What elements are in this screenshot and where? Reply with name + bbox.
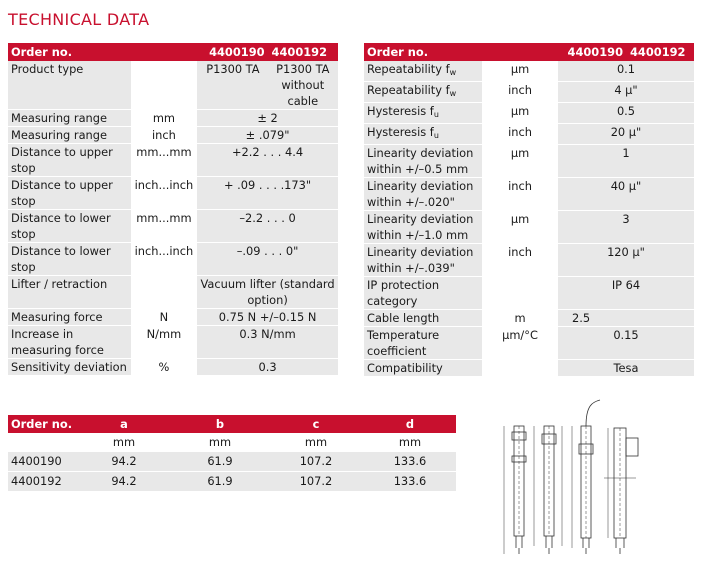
dim-d-cell: 133.6 [364, 472, 456, 492]
row-unit: m [482, 310, 558, 327]
row-label: Repeatability $f_w$ [364, 82, 482, 103]
table-row [8, 472, 456, 492]
row-unit: inch...inch [131, 243, 197, 276]
table-row [364, 124, 694, 145]
unit-cell: mm [76, 433, 172, 452]
row-label: Distance to upper stop [8, 144, 131, 177]
dim-a-cell: 94.2 [76, 472, 172, 492]
header-unit [482, 43, 558, 61]
row-label: Hysteresis $f_u$ [364, 124, 482, 145]
row-label: Linearity deviation within +/–.020" [364, 178, 482, 211]
row-unit: µm [482, 211, 558, 244]
row-unit [482, 277, 558, 310]
header-order-no: Order no. [8, 43, 131, 61]
table-row [364, 277, 694, 310]
row-label: Distance to lower stop [8, 210, 131, 243]
row-label: Sensitivity deviation [8, 359, 131, 376]
row-value: 0.5 [558, 103, 694, 124]
row-value: –2.2 . . . 0 [197, 210, 338, 243]
table-row [364, 61, 694, 82]
dim-a-cell: 94.2 [76, 452, 172, 472]
row-value: 20 µ" [558, 124, 694, 145]
header-4400190: 4400190 [197, 43, 267, 61]
row-unit: µm [482, 103, 558, 124]
table-row [8, 177, 338, 210]
table-header-row [364, 43, 694, 61]
row-label: Cable length [364, 310, 482, 327]
row-label: Linearity deviation within +/–.039" [364, 244, 482, 277]
row-value: 40 µ" [558, 178, 694, 211]
row-label: Temperature coefficient [364, 327, 482, 360]
row-value: 0.3 [197, 359, 338, 376]
header-b: b [172, 415, 268, 433]
table-row [364, 211, 694, 244]
table-row [364, 310, 694, 327]
row-value-2 [626, 310, 694, 327]
row-unit: µm/°C [482, 327, 558, 360]
unit-cell: mm [364, 433, 456, 452]
unit-cell [8, 433, 76, 452]
row-value: +2.2 . . . 4.4 [197, 144, 338, 177]
row-unit: mm [131, 110, 197, 127]
row-value: 3 [558, 211, 694, 244]
row-value: 4 µ" [558, 82, 694, 103]
row-value: 1 [558, 145, 694, 178]
row-unit: inch [482, 82, 558, 103]
table-row [8, 61, 338, 110]
row-label: Linearity deviation within +/–1.0 mm [364, 211, 482, 244]
row-label: Measuring force [8, 309, 131, 326]
row-value: 0.15 [558, 327, 694, 360]
table-header-row [8, 43, 338, 61]
dim-d-cell: 133.6 [364, 452, 456, 472]
row-value-1: 2.5 [558, 310, 626, 327]
row-label: Compatibility [364, 360, 482, 377]
row-label: Measuring range [8, 110, 131, 127]
row-unit: mm...mm [131, 210, 197, 243]
table-row [364, 178, 694, 211]
table-row [8, 359, 338, 376]
table-row [364, 244, 694, 277]
table-row [8, 144, 338, 177]
row-value: Tesa [558, 360, 694, 377]
row-value: IP 64 [558, 277, 694, 310]
row-value-2: P1300 TA without cable [268, 61, 338, 110]
table-row [8, 452, 456, 472]
table-row [8, 276, 338, 309]
order-no-cell: 4400190 [8, 452, 76, 472]
dim-c-cell: 107.2 [268, 472, 364, 492]
header-d: d [364, 415, 456, 433]
probe-technical-drawing [492, 396, 702, 564]
header-order-no: Order no. [364, 43, 482, 61]
dim-b-cell: 61.9 [172, 472, 268, 492]
row-unit [131, 61, 197, 110]
row-value-1: P1300 TA [197, 61, 267, 110]
table-row [364, 103, 694, 124]
spec-table-left [8, 43, 338, 376]
row-unit: N/mm [131, 326, 197, 359]
units-row [8, 433, 456, 452]
row-label: IP protection category [364, 277, 482, 310]
table-row [364, 327, 694, 360]
header-c: c [268, 415, 364, 433]
row-label: Increase in measuring force [8, 326, 131, 359]
row-label: Distance to lower stop [8, 243, 131, 276]
row-unit: inch [482, 124, 558, 145]
row-label: Repeatability $f_w$ [364, 61, 482, 82]
row-value: ± .079" [197, 127, 338, 144]
table-header-row [8, 415, 456, 433]
header-order-no: Order no. [8, 415, 76, 433]
row-label: Measuring range [8, 127, 131, 144]
header-4400192: 4400192 [268, 43, 338, 61]
row-value: 0.1 [558, 61, 694, 82]
page-title: TECHNICAL DATA [8, 10, 150, 29]
order-no-cell: 4400192 [8, 472, 76, 492]
table-row [8, 243, 338, 276]
row-unit: µm [482, 145, 558, 178]
table-row [8, 127, 338, 144]
row-unit: mm...mm [131, 144, 197, 177]
header-4400192: 4400192 [626, 43, 694, 61]
row-unit: inch [482, 244, 558, 277]
header-unit [131, 43, 197, 61]
row-unit: inch [131, 127, 197, 144]
header-4400190: 4400190 [558, 43, 626, 61]
row-value: 120 µ" [558, 244, 694, 277]
unit-cell: mm [268, 433, 364, 452]
row-unit: µm [482, 61, 558, 82]
row-value: 0.3 N/mm [197, 326, 338, 359]
table-row [364, 82, 694, 103]
dim-c-cell: 107.2 [268, 452, 364, 472]
table-row [8, 110, 338, 127]
row-value: –.09 . . . 0" [197, 243, 338, 276]
row-label: Hysteresis $f_u$ [364, 103, 482, 124]
table-row [8, 326, 338, 359]
row-value: ± 2 [197, 110, 338, 127]
row-value: + .09 . . . .173" [197, 177, 338, 210]
row-label: Distance to upper stop [8, 177, 131, 210]
row-unit: % [131, 359, 197, 376]
table-row [364, 360, 694, 377]
table-row [8, 309, 338, 326]
row-label: Lifter / retraction [8, 276, 131, 309]
row-label: Linearity deviation within +/–0.5 mm [364, 145, 482, 178]
dimension-table [8, 415, 456, 492]
row-unit: inch...inch [131, 177, 197, 210]
unit-cell: mm [172, 433, 268, 452]
row-unit [131, 276, 197, 309]
dim-b-cell: 61.9 [172, 452, 268, 472]
header-a: a [76, 415, 172, 433]
table-row [8, 210, 338, 243]
table-row [364, 145, 694, 178]
row-unit [482, 360, 558, 377]
row-unit: inch [482, 178, 558, 211]
row-value: Vacuum lifter (standard option) [197, 276, 338, 309]
row-value: 0.75 N +/–0.15 N [197, 309, 338, 326]
row-unit: N [131, 309, 197, 326]
spec-table-right [364, 43, 694, 377]
row-label: Product type [8, 61, 131, 110]
